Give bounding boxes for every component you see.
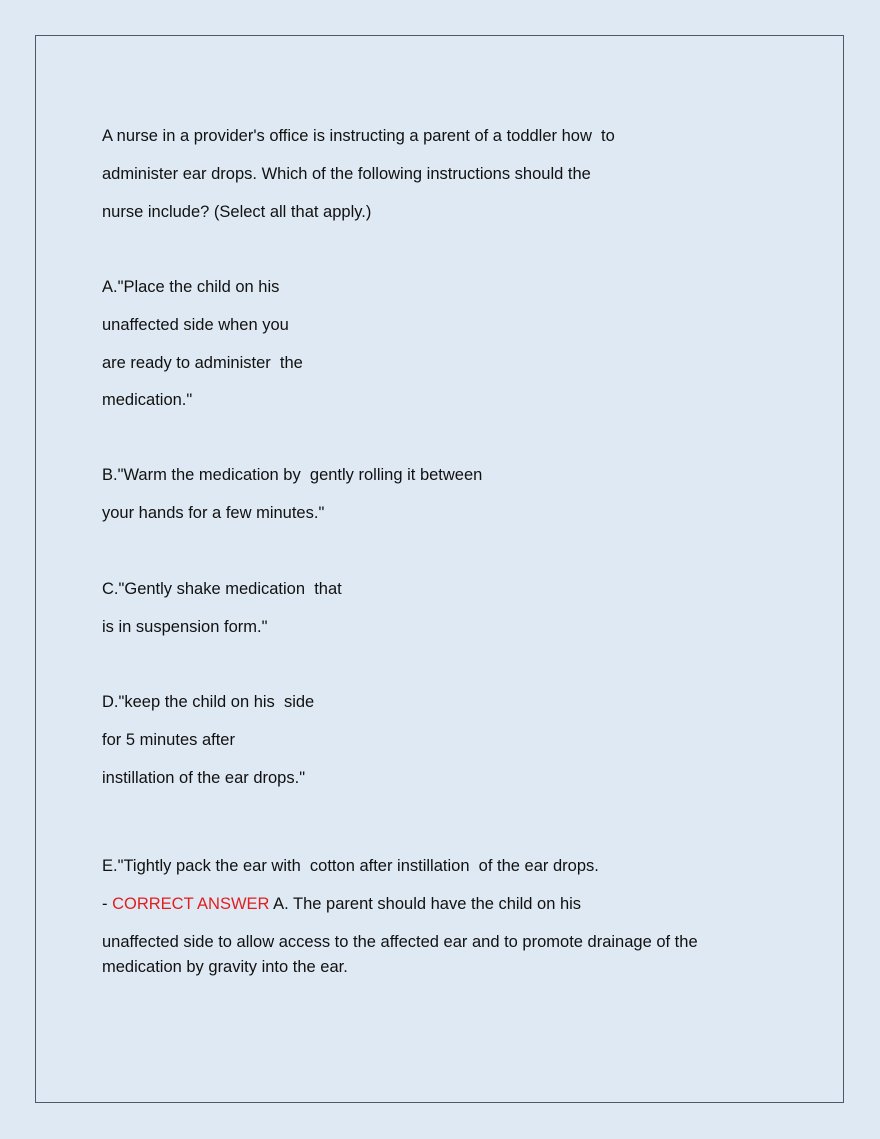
option-d-line: instillation of the ear drops." xyxy=(102,769,306,787)
correct-answer-label: CORRECT ANSWER xyxy=(112,895,270,913)
rationale-line: medication by gravity into the ear. xyxy=(102,958,348,976)
option-c-line: is in suspension form." xyxy=(102,618,268,636)
option-a-line: are ready to administer the xyxy=(102,354,303,372)
option-a-line: unaffected side when you xyxy=(102,316,289,334)
option-b-line: your hands for a few minutes." xyxy=(102,504,325,522)
option-d-line: for 5 minutes after xyxy=(102,731,235,749)
option-a-line: A."Place the child on his xyxy=(102,278,280,296)
question-line: nurse include? (Select all that apply.) xyxy=(102,203,372,221)
question-line: administer ear drops. Which of the following instructions should the xyxy=(102,165,591,183)
question-line: A nurse in a provider's office is instructing a parent of a toddler how to xyxy=(102,127,615,145)
rationale-line: unaffected side to allow access to the affected ear and to promote drainage of the xyxy=(102,933,698,951)
option-e-line: E."Tightly pack the ear with cotton after instillation of the ear drops. xyxy=(102,857,599,875)
option-d-line: D."keep the child on his side xyxy=(102,693,315,711)
answer-text: A. The parent should have the child on his xyxy=(269,895,582,913)
answer-line xyxy=(102,894,581,914)
option-b-line: B."Warm the medication by gently rolling it between xyxy=(102,466,483,484)
option-c-line: C."Gently shake medication that xyxy=(102,580,342,598)
option-a-line: medication." xyxy=(102,391,193,409)
answer-prefix: - xyxy=(102,895,113,913)
